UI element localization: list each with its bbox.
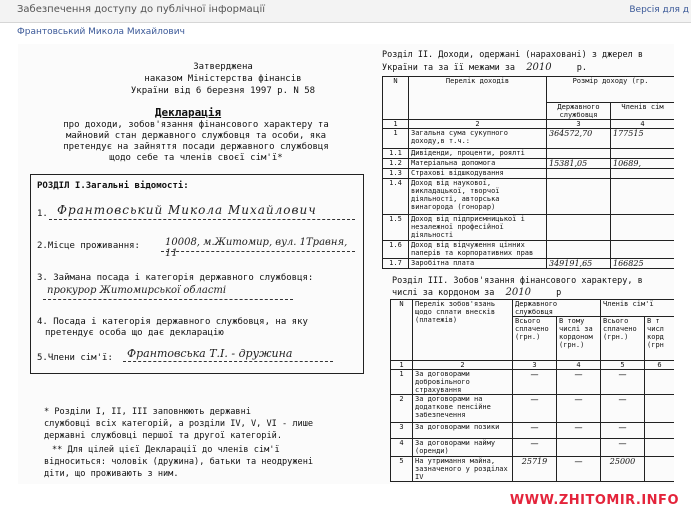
field3-label: 3. Займана посада і категорія державного службовця:	[37, 273, 314, 283]
s3-header-abroad: В тому числі за кордоном (грн.)	[557, 317, 601, 361]
s2-row-name: Доход від відчуження цінних паперів та корпоративних прав	[409, 241, 547, 259]
s2-header-servant: Державного службовця	[547, 103, 611, 120]
top-bar	[0, 0, 691, 23]
field1-label: 1.	[37, 209, 48, 219]
s2-row-servant-value: 15381,05	[547, 159, 611, 169]
field2-line	[161, 251, 355, 252]
s3-row-name: На утримання майна, зазначеного у розділах IV	[413, 457, 513, 482]
field5-label: 5.Члени сім'ї:	[37, 353, 113, 363]
field4-label-1: 4. Посада і категорія державного службовця, на яку	[37, 317, 308, 327]
s3-row-servant-total: —	[513, 395, 557, 423]
s2-row-name: Доход від наукової, викладацької, творчої діяльності, авторська винагорода (гонорар)	[409, 179, 547, 215]
s2-row-n: 1.4	[383, 179, 409, 215]
section1-box	[30, 174, 364, 374]
s3-header-abroad2: В т числ корд (грн	[645, 317, 674, 361]
s2-row-n: 1.7	[383, 259, 409, 269]
s3-row-n: 3	[391, 423, 413, 439]
table-row	[391, 370, 675, 395]
s3-header-list: Перелік зобов'язань щодо сплати внесків (платежів)	[413, 300, 513, 361]
s2-row-name: Заробітна плата	[409, 259, 547, 269]
s3-row-family-abroad	[645, 423, 674, 439]
s3-row-name: За договорами добровільного страхування	[413, 370, 513, 395]
section2-title-1: Розділ II. Доходи, одержані (нараховані) з джерел в	[382, 50, 643, 60]
s3-colnum: 2	[413, 361, 513, 370]
s2-row-name: Страхові відшкодування	[409, 169, 547, 179]
table-row	[383, 129, 675, 149]
site-watermark: WWW.ZHITOMIR.INFO	[509, 493, 679, 508]
author-name-link[interactable]: Франтовський Микола Михайлович	[17, 27, 185, 37]
table-row	[383, 259, 675, 269]
s2-row-servant-value	[547, 215, 611, 241]
s3-row-family-total: —	[601, 439, 645, 457]
s2-row-n: 1.5	[383, 215, 409, 241]
table-row	[383, 169, 675, 179]
s2-colnum: 3	[547, 120, 611, 129]
footnote-line-3: державні службовці першої та другої категорій.	[44, 431, 282, 441]
s3-row-n: 4	[391, 439, 413, 457]
s2-row-name: Матеріальна допомога	[409, 159, 547, 169]
s2-row-n: 1.6	[383, 241, 409, 259]
field2-label: 2.Місце проживання:	[37, 241, 140, 251]
section3-year: 2010	[505, 287, 531, 298]
field3-position-value: прокурор Житомирської області	[47, 285, 227, 296]
s3-header-n: N	[391, 300, 413, 361]
s3-row-name: За договорами найму (оренди)	[413, 439, 513, 457]
s3-row-name: За договорами на додаткове пенсійне забезпечення	[413, 395, 513, 423]
section2-income-table	[382, 76, 674, 269]
s3-header-total2: Всього сплачено (грн.)	[601, 317, 645, 361]
scanned-declaration-image	[18, 44, 674, 484]
s3-colnum: 3	[513, 361, 557, 370]
s3-header-total: Всього сплачено (грн.)	[513, 317, 557, 361]
s3-row-servant-abroad: —	[557, 370, 601, 395]
s3-row-family-total: 25000	[601, 457, 645, 482]
s3-row-n: 5	[391, 457, 413, 482]
section3-title-1: Розділ III. Зобов'язання фінансового характеру, в	[392, 276, 643, 286]
s2-row-n: 1	[383, 129, 409, 149]
s3-row-servant-abroad: —	[557, 423, 601, 439]
approved-line-2: наказом Міністерства фінансів	[144, 74, 302, 84]
s2-row-servant-value	[547, 169, 611, 179]
table-row	[383, 149, 675, 159]
s3-row-servant-total: 25719	[513, 457, 557, 482]
s2-colnum: 4	[611, 120, 675, 129]
s3-row-family-abroad	[645, 457, 674, 482]
section1-title: РОЗДІЛ І.Загальні відомості:	[37, 181, 189, 191]
s2-header-n: N	[383, 77, 409, 120]
field3-line	[43, 299, 293, 300]
s3-header-servant: Державного службовця	[513, 300, 601, 317]
s3-row-family-total: —	[601, 423, 645, 439]
s2-row-family-value	[611, 241, 675, 259]
s3-row-servant-total: —	[513, 439, 557, 457]
field2-address-value: 10008, м.Житомир, вул. 1Травня, 11	[165, 237, 348, 259]
s3-colnum: 1	[391, 361, 413, 370]
table-row	[391, 457, 675, 482]
footnote-line-2: службовці всіх категорій, а розділи IV, V, VI - лише	[44, 419, 314, 429]
s2-colnum: 1	[383, 120, 409, 129]
subtitle-line-4: щодо себе та членів своєї сім'ї*	[109, 153, 283, 163]
s2-row-name: Загальна сума сукупного доходу,в т.ч.:	[409, 129, 547, 149]
table-row	[383, 215, 675, 241]
s2-row-servant-value	[547, 241, 611, 259]
s2-row-n: 1.2	[383, 159, 409, 169]
table-row	[391, 439, 675, 457]
subtitle-line-1: про доходи, зобов'язання фінансового характеру та	[63, 120, 329, 130]
subtitle-line-3: претендує на зайняття посади державного службовця	[63, 142, 329, 152]
footnote-line-5: відноситься: чоловік (дружина), батьки та неодружені	[44, 457, 314, 467]
s2-row-servant-value	[547, 149, 611, 159]
section2-year: 2010	[526, 62, 552, 73]
s3-row-family-total: —	[601, 370, 645, 395]
s3-row-servant-abroad	[557, 439, 601, 457]
field5-line	[123, 361, 333, 362]
s2-row-family-value	[611, 149, 675, 159]
s3-row-family-abroad	[645, 395, 674, 423]
s2-row-servant-value	[547, 179, 611, 215]
section2-year-suffix: р.	[576, 63, 588, 73]
s3-row-servant-abroad: —	[557, 395, 601, 423]
s2-row-servant-value: 349191,65	[547, 259, 611, 269]
section3-title-text: числі за кордоном за	[392, 288, 495, 298]
s2-row-family-value: 177515	[611, 129, 675, 149]
field1-name-value: Франтовський Микола Михайлович	[57, 203, 317, 217]
section3-liabilities-table	[390, 299, 674, 482]
s3-row-servant-total: —	[513, 370, 557, 395]
s2-row-family-value: 166825	[611, 259, 675, 269]
table-row	[391, 395, 675, 423]
s2-header-list: Перелік доходів	[409, 77, 547, 120]
s2-row-n: 1.1	[383, 149, 409, 159]
s2-row-family-value	[611, 169, 675, 179]
section2-title-text: України та за її межами за	[382, 63, 516, 73]
s3-row-family-abroad	[645, 370, 674, 395]
table-row	[383, 159, 675, 169]
table-row	[383, 241, 675, 259]
approved-line-1: Затверджена	[193, 62, 253, 72]
s2-row-name: Доход від підприємницької і незалежної професійної діяльності	[409, 215, 547, 241]
s3-row-name: За договорами позики	[413, 423, 513, 439]
s3-row-family-total: —	[601, 395, 645, 423]
section2-title-2	[382, 62, 587, 74]
s2-colnum: 2	[409, 120, 547, 129]
footnote-line-1: * Розділи I, II, III заповнюють державні	[44, 407, 251, 417]
page-header-title: Забезпечення доступу до публічної інформації	[17, 4, 265, 15]
s3-header-family: Членів сім'ї	[601, 300, 674, 317]
s2-header-family: Членів сім	[611, 103, 675, 120]
field4-label-2: претендує особа що дає декларацію	[45, 328, 224, 338]
approved-line-3: України від 6 березня 1997 р. N 58	[130, 86, 316, 96]
section3-title-2	[392, 287, 561, 299]
s2-row-family-value	[611, 215, 675, 241]
field5-family-value: Франтовська Т.І. - дружина	[127, 347, 293, 360]
table-row	[383, 179, 675, 215]
s3-row-n: 1	[391, 370, 413, 395]
print-version-link[interactable]: Версія для д	[629, 5, 689, 15]
s2-row-n: 1.3	[383, 169, 409, 179]
s3-row-n: 2	[391, 395, 413, 423]
s2-row-family-value	[611, 179, 675, 215]
s2-row-family-value: 10689,	[611, 159, 675, 169]
s3-row-family-abroad	[645, 439, 674, 457]
declaration-right-page	[378, 44, 674, 484]
s3-colnum: 5	[601, 361, 645, 370]
field1-line	[49, 219, 355, 220]
s2-header-size: Розмір доходу (гр.	[547, 77, 675, 103]
s2-row-servant-value: 364572,70	[547, 129, 611, 149]
footnote-line-4: ** Для цілей цієї Декларації до членів сім'ї	[52, 445, 280, 455]
section3-year-suffix: р	[556, 288, 562, 298]
s3-colnum: 4	[557, 361, 601, 370]
s3-colnum: 6	[645, 361, 674, 370]
s3-row-servant-total: —	[513, 423, 557, 439]
table-row	[391, 423, 675, 439]
subtitle-line-2: майновий стан державного службовця та особи, яка	[65, 131, 327, 141]
declaration-left-page	[18, 44, 378, 484]
footnote-line-6: діти, що проживають з ним.	[44, 469, 179, 479]
s3-row-servant-abroad: —	[557, 457, 601, 482]
declaration-title: Декларація	[154, 106, 222, 119]
s2-row-name: Дивіденди, проценти, роялті	[409, 149, 547, 159]
